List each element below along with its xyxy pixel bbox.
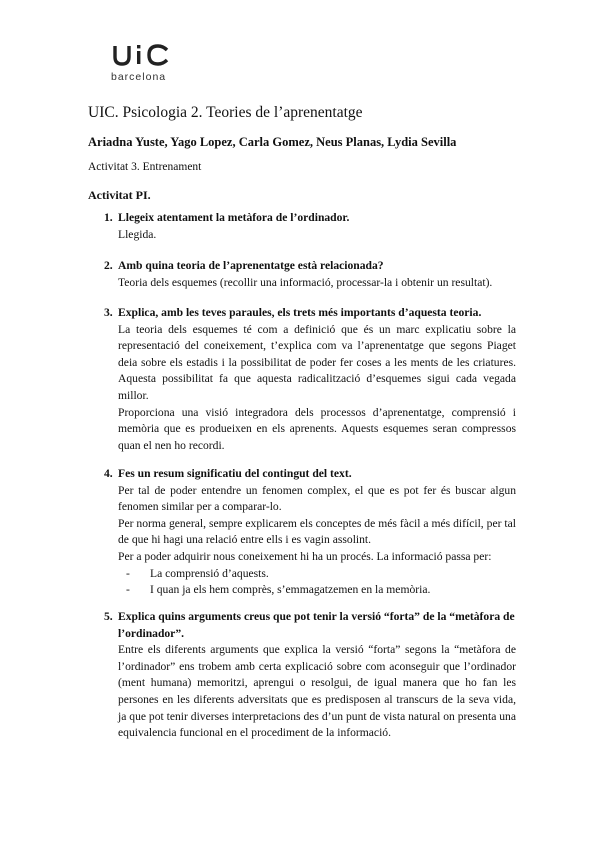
answer-paragraph: Teoria dels esquemes (recollir una informació, processar-la i obtenir un resultat). xyxy=(118,275,493,289)
answer-paragraph: Per tal de poder entendre un fenomen complex, el que es pot fer és buscar algun fenomen similar per a comparar-lo. xyxy=(118,483,516,514)
answer-paragraph: Llegida. xyxy=(118,227,157,241)
question-title: Explica quins arguments creus que pot tenir la versió “forta” de la “metàfora de l’ordinador”. xyxy=(118,610,515,640)
document-title: UIC. Psicologia 2. Teories de l’aprenentatge xyxy=(88,104,363,121)
question-4 xyxy=(88,466,516,599)
authors: Ariadna Yuste, Yago Lopez, Carla Gomez, Neus Planas, Lydia Sevilla xyxy=(88,135,457,149)
answer-paragraph: Per a poder adquirir nous coneixement hi ha un procés. La informació passa per: xyxy=(118,549,492,563)
question-number: 1. xyxy=(104,211,113,224)
question-title: Amb quina teoria de l’aprenentatge està relacionada? xyxy=(118,259,384,272)
question-title: Explica, amb les teves paraules, els trets més importants d’aquesta teoria. xyxy=(118,306,482,319)
question-title: Llegeix atentament la metàfora de l’ordinador. xyxy=(118,211,350,224)
question-title: Fes un resum significatiu del contingut del text. xyxy=(118,467,352,480)
answer-paragraph: La teoria dels esquemes té com a definició que és un marc explicatiu sobre la representació del coneixement, t’explica com va l’aprenentatge que segons Piaget deia sobre els estadis i la possibilitat de poder fer coses a les ments de les criatures. Aquesta possibilitat fa que aquesta radicalització d’esquemes sigui cada vegada millor. xyxy=(118,322,516,402)
question-1 xyxy=(88,210,516,243)
uic-logo-subtitle: barcelona xyxy=(111,71,167,83)
question-2 xyxy=(88,258,516,291)
uic-logo-mark xyxy=(111,42,181,68)
uic-logo xyxy=(111,42,181,87)
question-number: 3. xyxy=(104,306,113,319)
activity-label: Activitat 3. Entrenament xyxy=(88,161,202,173)
question-3 xyxy=(88,305,516,454)
answer-paragraph: Entre els diferents arguments que explica la versió “forta” segons la “metàfora de l’ordinador” ens trobem amb certa explicació sobre com aconseguir que l’ordinador (ment humana) memoritzi, aprengui o resolgui, de igual manera que ho fan les persones en les diferents adversitats que es predisposen al transcurs de la seva vida, ja que pot tenir diverses interpretacions des d’un punt de vista natural on presenta una equivalencia funcional en el procediment de la informació. xyxy=(118,643,516,740)
answer-paragraph: Per norma general, sempre explicarem els conceptes de més fàcil a més difícil, per tal de que hi hagi una relació entre ells i es vagin assolint. xyxy=(118,516,516,547)
question-5 xyxy=(88,609,516,742)
question-number: 2. xyxy=(104,259,113,272)
list-item: - I quan ja els hem comprès, s’emmagatzemen en la memòria. xyxy=(118,582,516,599)
question-number: 4. xyxy=(104,467,113,480)
question-number: 5. xyxy=(104,610,113,623)
list-dash: - xyxy=(126,566,130,580)
answer-list xyxy=(118,566,516,599)
list-dash: - xyxy=(126,583,130,597)
answer-paragraph: Proporciona una visió integradora dels processos d’aprenentatge, comprensió i memòria que es produeixen en els aprenents. Aquests esquemes seran compressos quan el nen ho recordi. xyxy=(118,405,516,452)
section-heading: Activitat PI. xyxy=(88,188,151,202)
list-item: - La comprensió d’aquests. xyxy=(118,566,516,583)
